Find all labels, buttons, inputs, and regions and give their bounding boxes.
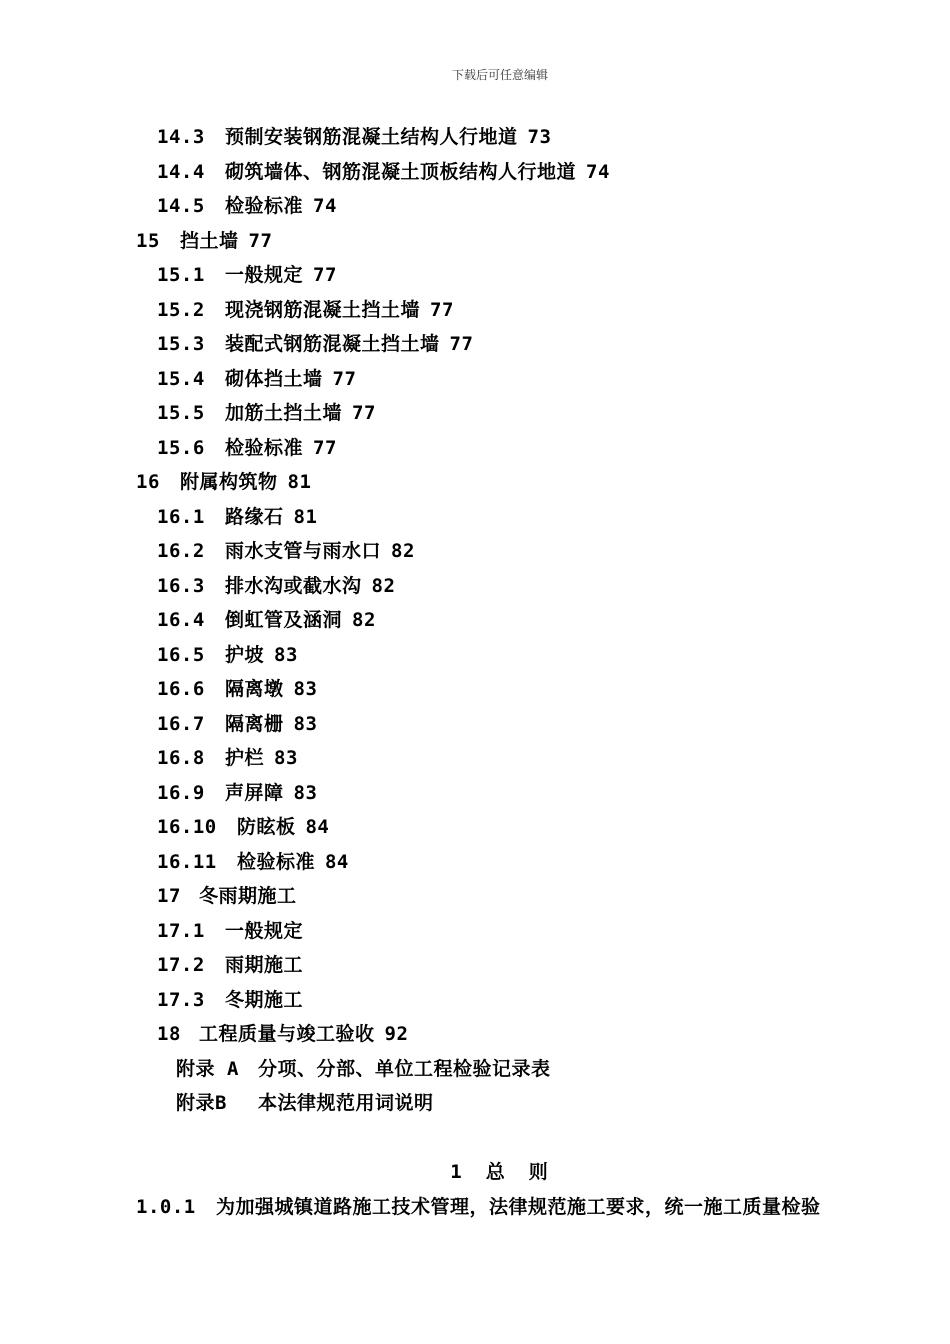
toc-entry xyxy=(0,914,950,949)
toc-entry-number: 18 xyxy=(157,1023,181,1045)
clause-paragraph xyxy=(136,1190,896,1224)
toc-entry-number: 17.3 xyxy=(157,988,205,1011)
toc-entry xyxy=(0,327,950,362)
toc-entry-title: 装配式钢筋混凝土挡土墙 xyxy=(225,333,440,355)
toc-entry xyxy=(0,741,950,776)
table-of-contents xyxy=(0,120,950,1121)
toc-entry-number: 16 xyxy=(136,471,160,493)
toc-entry xyxy=(0,672,950,707)
toc-entry xyxy=(0,120,950,155)
toc-entry-page: 74 xyxy=(313,195,337,217)
toc-entry-number: 16.7 xyxy=(157,712,205,735)
toc-entry-page: 77 xyxy=(430,298,454,321)
toc-entry-title: 路缘石 xyxy=(225,505,284,528)
toc-entry xyxy=(0,258,950,293)
toc-entry-number: 16.11 xyxy=(157,850,217,873)
toc-entry xyxy=(0,707,950,742)
toc-entry-number: 14.3 xyxy=(157,126,205,148)
clause-text: 为加强城镇道路施工技术管理，法律规范施工要求，统一施工质量检验 xyxy=(216,1196,821,1218)
toc-entry xyxy=(0,155,950,190)
toc-entry-title: 护栏 xyxy=(225,747,265,769)
toc-entry-title: 预制安装钢筋混凝土结构人行地道 xyxy=(225,126,518,148)
toc-entry-title: 冬期施工 xyxy=(225,988,304,1011)
toc-entry-title: 隔离墩 xyxy=(225,678,284,700)
toc-entry-title: 倒虹管及涵洞 xyxy=(225,609,343,631)
toc-entry xyxy=(0,603,950,638)
toc-entry xyxy=(0,362,950,397)
clause-number: 1.0.1 xyxy=(136,1196,196,1218)
toc-entry-page: 73 xyxy=(527,126,552,148)
toc-entry-title: 砌体挡土墙 xyxy=(225,367,323,390)
toc-entry-title: 现浇钢筋混凝土挡土墙 xyxy=(225,298,421,321)
toc-entry-title: 排水沟或截水沟 xyxy=(225,574,362,597)
toc-entry-page: 83 xyxy=(274,747,298,769)
toc-entry-page: 84 xyxy=(324,850,349,873)
toc-entry-number: 17.2 xyxy=(157,954,205,976)
toc-entry-page: 82 xyxy=(371,574,396,597)
toc-entry-title: 声屏障 xyxy=(225,781,284,804)
toc-entry xyxy=(0,879,950,914)
toc-entry-title: 护坡 xyxy=(225,643,265,666)
toc-entry-page: 77 xyxy=(332,367,357,390)
toc-entry-page: 83 xyxy=(293,678,318,700)
chapter-title-char-1: 总 xyxy=(485,1161,507,1183)
toc-entry-number: 16.3 xyxy=(157,574,205,597)
toc-entry-number: 15 xyxy=(136,229,160,252)
toc-entry-title: 一般规定 xyxy=(225,264,304,286)
toc-entry-number: 14.5 xyxy=(157,195,205,217)
toc-entry-title: 一般规定 xyxy=(225,919,304,942)
toc-entry-title: 加筋土挡土墙 xyxy=(225,402,343,424)
toc-entry-number: 17.1 xyxy=(157,919,205,942)
toc-entry-number: 15.3 xyxy=(157,333,205,355)
toc-entry-title: 隔离栅 xyxy=(225,712,284,735)
toc-entry-number: 16.5 xyxy=(157,643,205,666)
toc-entry-page: 83 xyxy=(293,781,318,804)
toc-entry-title: 检验标准 xyxy=(225,195,304,217)
header-note: 下载后可任意编辑 xyxy=(451,68,548,82)
toc-entry-page: 82 xyxy=(391,540,415,562)
toc-entry-number: 16.8 xyxy=(157,747,205,769)
toc-entry-number: 16.6 xyxy=(157,678,205,700)
toc-entry-page: 83 xyxy=(293,712,318,735)
toc-entry-number: 16.2 xyxy=(157,540,205,562)
chapter-number: 1 xyxy=(450,1161,464,1183)
toc-entry xyxy=(0,776,950,811)
chapter-title-char-2: 则 xyxy=(528,1161,550,1183)
toc-entry xyxy=(0,569,950,604)
toc-entry-title: 雨期施工 xyxy=(225,954,304,976)
toc-entry-page: 81 xyxy=(287,471,312,493)
toc-entry-title: 冬雨期施工 xyxy=(199,885,297,907)
toc-entry xyxy=(0,396,950,431)
toc-entry xyxy=(0,810,950,845)
toc-entry-page: 84 xyxy=(305,816,330,838)
toc-entry xyxy=(0,638,950,673)
toc-entry-title: 工程质量与竣工验收 xyxy=(199,1023,375,1045)
toc-entry-title: 挡土墙 xyxy=(180,229,239,252)
toc-entry-page: 82 xyxy=(352,609,376,631)
toc-entry-title: 本法律规范用词说明 xyxy=(258,1092,434,1114)
toc-entry-number: 15.1 xyxy=(157,264,205,286)
toc-entry xyxy=(0,293,950,328)
toc-entry-number: 17 xyxy=(157,885,181,907)
toc-entry-number: 16.1 xyxy=(157,505,205,528)
toc-entry-number: 14.4 xyxy=(157,160,205,183)
toc-entry-title: 检验标准 xyxy=(225,436,304,459)
toc-entry xyxy=(0,500,950,535)
toc-entry-number: 15.5 xyxy=(157,402,205,424)
toc-entry xyxy=(0,1052,950,1087)
toc-entry-page: 92 xyxy=(384,1023,409,1045)
toc-entry-page: 81 xyxy=(293,505,318,528)
toc-entry xyxy=(0,948,950,983)
toc-entry-title: 防眩板 xyxy=(225,816,296,838)
toc-entry xyxy=(0,465,950,500)
toc-entry xyxy=(0,983,950,1018)
toc-entry-title: 检验标准 xyxy=(225,850,315,873)
toc-entry-number: 15.2 xyxy=(157,298,205,321)
toc-entry-page: 77 xyxy=(313,264,337,286)
toc-entry-title: 雨水支管与雨水口 xyxy=(225,540,382,562)
toc-entry-title: 分项、分部、单位工程检验记录表 xyxy=(258,1057,551,1080)
toc-entry-title: 砌筑墙体、钢筋混凝土顶板结构人行地道 xyxy=(225,160,577,183)
toc-entry-number: 16.9 xyxy=(157,781,205,804)
toc-entry-number: 15.4 xyxy=(157,367,205,390)
toc-entry-page: 77 xyxy=(449,333,474,355)
toc-entry xyxy=(0,845,950,880)
toc-entry xyxy=(0,1086,950,1121)
toc-entry-number: 16.10 xyxy=(157,816,217,838)
toc-entry-number: 附录B xyxy=(176,1092,227,1114)
toc-entry-page: 77 xyxy=(313,436,337,459)
toc-entry xyxy=(0,189,950,224)
toc-entry-page: 83 xyxy=(274,643,298,666)
toc-entry xyxy=(0,534,950,569)
toc-entry-title: 附属构筑物 xyxy=(180,471,278,493)
toc-entry-page: 77 xyxy=(352,402,376,424)
toc-entry-number: 附录 A xyxy=(176,1057,239,1080)
toc-entry-number: 16.4 xyxy=(157,609,205,631)
toc-entry xyxy=(0,224,950,259)
toc-entry-page: 77 xyxy=(248,229,273,252)
toc-entry xyxy=(0,431,950,466)
toc-entry xyxy=(0,1017,950,1052)
toc-entry-page: 74 xyxy=(586,160,610,183)
toc-entry-number: 15.6 xyxy=(157,436,205,459)
chapter-heading xyxy=(0,1157,950,1184)
